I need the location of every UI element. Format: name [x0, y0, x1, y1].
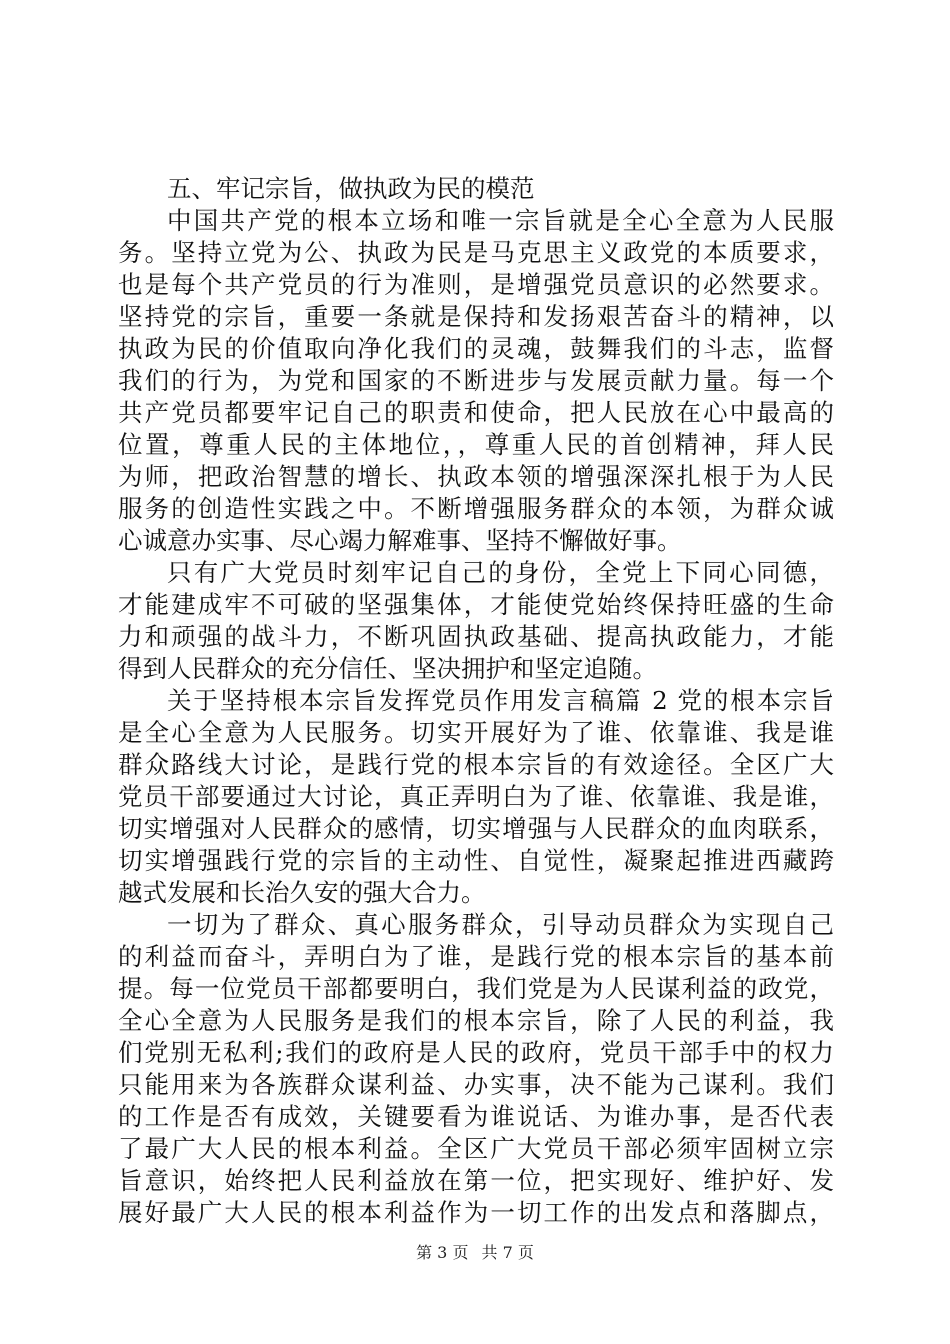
text-line: 的利益而奋斗，弄明白为了谁，是践行党的根本宗旨的基本前 [118, 942, 834, 971]
text-line: 只能用来为各族群众谋利益、办实事，决不能为己谋利。我们 [118, 1070, 834, 1099]
text-line: 得到人民群众的充分信任、坚决拥护和坚定追随。 [118, 654, 657, 683]
text-line: 心诚意办实事、尽心竭力解难事、坚持不懈做好事。 [118, 526, 682, 555]
text-line: 了最广大人民的根本利益。全区广大党员干部必须牢固树立宗 [118, 1134, 834, 1163]
text-line: 坚持党的宗旨，重要一条就是保持和发扬艰苦奋斗的精神，以 [118, 302, 834, 331]
text-line: 展好最广大人民的根本利益作为一切工作的出发点和落脚点， [118, 1198, 834, 1227]
text-line: 位置，尊重人民的主体地位，，尊重人民的首创精神，拜人民 [118, 430, 834, 459]
text-line: 中国共产党的根本立场和唯一宗旨就是全心全意为人民服 [167, 206, 834, 235]
page-number: 第 3 页 [416, 1243, 469, 1262]
text-line: 越式发展和长治久安的强大合力。 [118, 878, 486, 907]
text-line: 务。坚持立党为公、执政为民是马克思主义政党的本质要求， [118, 238, 834, 267]
page-total: 共 7 页 [481, 1243, 534, 1262]
text-line: 服务的创造性实践之中。不断增强服务群众的本领，为群众诚 [118, 494, 834, 523]
text-line: 我们的行为，为党和国家的不断进步与发展贡献力量。每一个 [118, 366, 834, 395]
text-line: 也是每个共产党员的行为准则，是增强党员意识的必然要求。 [118, 270, 834, 299]
text-line: 是全心全意为人民服务。切实开展好为了谁、依靠谁、我是谁 [118, 718, 834, 747]
text-line: 才能建成牢不可破的坚强集体，才能使党始终保持旺盛的生命 [118, 590, 834, 619]
text-line: 只有广大党员时刻牢记自己的身份，全党上下同心同德， [167, 558, 834, 587]
text-line: 们党别无私利;我们的政府是人民的政府，党员干部手中的权力 [118, 1038, 834, 1067]
text-line: 一切为了群众、真心服务群众，引导动员群众为实现自己 [167, 910, 834, 939]
document-body [118, 173, 834, 1229]
page-footer [0, 1243, 950, 1263]
text-line: 切实增强践行党的宗旨的主动性、自觉性，凝聚起推进西藏跨 [118, 846, 834, 875]
text-line: 五、牢记宗旨，做执政为民的模范 [167, 174, 535, 203]
text-line: 为师，把政治智慧的增长、执政本领的增强深深扎根于为人民 [118, 462, 834, 491]
text-line: 提。每一位党员干部都要明白，我们党是为人民谋利益的政党， [118, 974, 834, 1003]
text-line: 关于坚持根本宗旨发挥党员作用发言稿篇 2 党的根本宗旨 [167, 686, 834, 715]
text-line: 共产党员都要牢记自己的职责和使命，把人民放在心中最高的 [118, 398, 834, 427]
text-line: 力和顽强的战斗力，不断巩固执政基础、提高执政能力，才能 [118, 622, 834, 651]
text-line: 的工作是否有成效，关键要看为谁说话、为谁办事，是否代表 [118, 1102, 834, 1131]
text-line: 切实增强对人民群众的感情，切实增强与人民群众的血肉联系， [118, 814, 834, 843]
text-line: 旨意识，始终把人民利益放在第一位，把实现好、维护好、发 [118, 1166, 834, 1195]
text-line: 全心全意为人民服务是我们的根本宗旨，除了人民的利益，我 [118, 1006, 834, 1035]
text-line: 党员干部要通过大讨论，真正弄明白为了谁、依靠谁、我是谁， [118, 782, 834, 811]
text-line: 执政为民的价值取向净化我们的灵魂，鼓舞我们的斗志，监督 [118, 334, 834, 363]
text-line: 群众路线大讨论，是践行党的根本宗旨的有效途径。全区广大 [118, 750, 834, 779]
